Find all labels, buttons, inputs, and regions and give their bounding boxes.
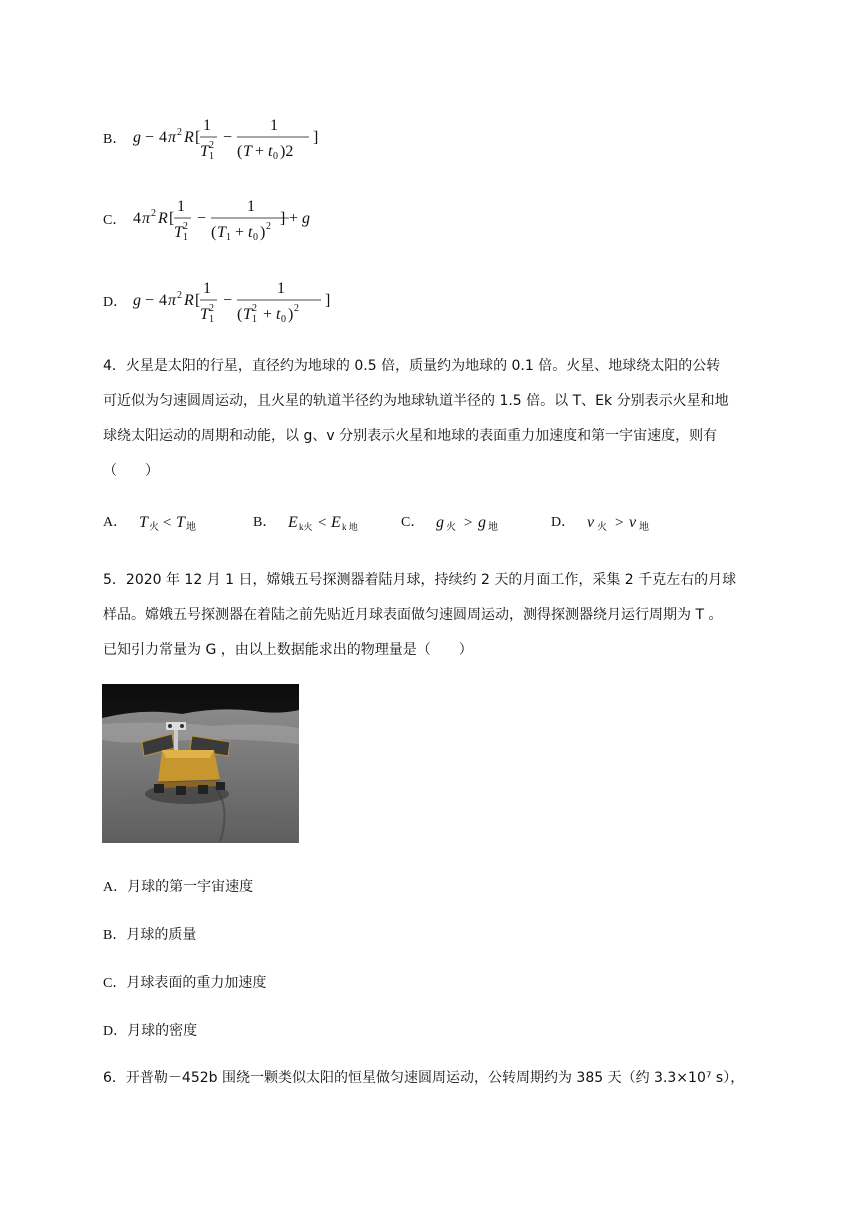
svg-text:k 地: k 地 [342,522,359,532]
svg-text:1: 1 [183,232,188,243]
svg-text:T: T [176,514,186,531]
q4-option-a[interactable] [103,507,209,535]
svg-text:v: v [587,514,595,531]
svg-text:1: 1 [270,117,278,134]
svg-text:1: 1 [209,151,214,162]
svg-text:2: 2 [151,208,156,219]
svg-text:R: R [158,210,168,227]
svg-text:t: t [268,143,273,160]
svg-text:g: g [133,129,141,146]
option-label: D． [103,295,128,310]
formula-d [129,275,339,327]
option-text: 月球表面的重力加速度 [126,975,267,991]
q4-line-1: 4．火星是太阳的行星，直径约为地球的 0.5 倍，质量约为地球的 0.1 倍。火星、地球绕太阳的公转 [103,358,721,374]
option-label: B． [103,928,127,943]
question-4 [103,349,763,489]
svg-text:[: [ [169,210,175,227]
svg-text:<: < [318,515,327,531]
svg-text:): ) [260,224,266,241]
svg-text:2: 2 [209,303,214,314]
svg-text:]: ] [313,129,319,146]
q4-line-2: 可近似为匀速圆周运动，且火星的轨道半径约为地球轨道半径的 1.5 倍。以 T、Ek 分别表示火星和地 [103,393,729,409]
q4-line-4: （ ） [103,463,159,479]
svg-text:]: ] [280,210,286,227]
svg-text:[: [ [195,292,201,309]
svg-text:>: > [464,515,473,531]
svg-text:>: > [615,515,624,531]
svg-text:0: 0 [273,151,278,162]
svg-text:火: 火 [149,522,160,533]
svg-text:2: 2 [252,303,257,314]
option-text: 月球的第一宇宙速度 [127,879,254,895]
svg-text:−: − [223,292,233,309]
option-label: B． [253,515,277,530]
svg-text:π: π [142,210,151,227]
option-label: D． [103,1024,128,1039]
svg-text:1: 1 [203,117,211,134]
svg-text:t: t [276,306,281,323]
svg-text:T: T [243,306,252,323]
svg-text:火: 火 [446,522,457,533]
svg-text:4: 4 [159,292,167,309]
svg-text:T: T [174,224,183,241]
svg-text:地: 地 [488,522,499,533]
svg-text:−: − [223,129,233,146]
svg-text:T: T [200,143,209,160]
svg-text:(: ( [211,224,217,241]
q4-formula-a [139,508,209,534]
q5-line-1: 5．2020 年 12 月 1 日，嫦娥五号探测器着陆月球，持续约 2 天的月面工作，采集 2 千克左右的月球 [103,572,737,588]
svg-text:4: 4 [133,210,141,227]
q4-options [103,507,763,535]
q4-formula-c [436,508,516,534]
svg-text:g: g [478,514,487,531]
option-label: A． [103,515,128,530]
q3-option-c[interactable] [103,193,329,245]
svg-text:地: 地 [639,522,650,533]
q3-option-d[interactable] [103,275,339,327]
svg-text:R: R [184,292,194,309]
svg-text:π: π [168,292,177,309]
lunar-rover-image [102,684,299,843]
svg-text:1: 1 [247,198,255,215]
svg-text:(: ( [237,306,243,323]
svg-text:2: 2 [294,303,299,314]
svg-text:−: − [197,210,207,227]
svg-text:T: T [139,514,149,531]
svg-text:E: E [288,514,299,531]
svg-text:T: T [200,306,209,323]
q4-formula-b [288,508,378,534]
q5-option-c[interactable] [103,972,266,992]
option-label: C． [103,213,127,228]
svg-text:+: + [255,143,265,160]
option-label: A． [103,880,128,895]
q5-option-a[interactable] [103,876,253,896]
q5-option-d[interactable] [103,1020,197,1040]
option-label: C． [401,515,425,530]
svg-text:+: + [263,306,273,323]
q4-option-d[interactable] [551,507,667,535]
svg-text:−: − [145,129,155,146]
svg-text:T: T [243,143,252,160]
svg-text:+: + [235,224,245,241]
svg-text:(: ( [237,143,243,160]
svg-text:1: 1 [277,280,285,297]
formula-b [129,112,329,164]
svg-text:0: 0 [281,314,286,325]
svg-text:g: g [133,292,141,309]
svg-text:2: 2 [209,140,214,151]
svg-text:1: 1 [226,232,231,243]
svg-text:R: R [184,129,194,146]
question-6 [103,1061,763,1096]
option-label: B． [103,132,127,147]
svg-text:1: 1 [252,314,257,325]
q6-line-1: 6．开普勒－452b 围绕一颗类似太阳的恒星做匀速圆周运动，公转周期约为 385 天（约 3.3×10⁷ s）， [103,1070,745,1086]
option-label: C． [103,976,127,991]
svg-text:4: 4 [159,129,167,146]
q4-option-b[interactable] [253,507,378,535]
svg-text:k火: k火 [299,522,313,532]
svg-text:火: 火 [597,522,608,533]
q5-option-b[interactable] [103,924,196,944]
svg-text:2: 2 [177,127,182,138]
svg-text:+: + [289,210,299,227]
svg-text:T: T [217,224,226,241]
svg-text:]: ] [325,292,331,309]
svg-text:[: [ [195,129,201,146]
svg-text:1: 1 [203,280,211,297]
option-text: 月球的质量 [126,927,197,943]
svg-text:−: − [145,292,155,309]
svg-text:0: 0 [253,232,258,243]
svg-text:2: 2 [183,221,188,232]
svg-text:): ) [288,306,294,323]
option-text: 月球的密度 [127,1023,198,1039]
formula-c [129,193,329,245]
q4-line-3: 球绕太阳运动的周期和动能，以 g、v 分别表示火星和地球的表面重力加速度和第一宇宙速度，则有 [103,428,718,444]
svg-text:t: t [248,224,253,241]
svg-text:v: v [629,514,637,531]
q5-line-2: 样品。嫦娥五号探测器在着陆之前先贴近月球表面做匀速圆周运动，测得探测器绕月运行周期为 T 。 [103,607,723,623]
svg-text:g: g [302,210,310,227]
svg-text:地: 地 [186,522,197,533]
svg-text:2: 2 [266,221,271,232]
svg-text:π: π [168,129,177,146]
svg-text:2: 2 [177,290,182,301]
svg-text:<: < [163,515,172,531]
option-label: D． [551,515,576,530]
svg-text:1: 1 [177,198,185,215]
question-5 [103,563,763,668]
q4-option-c[interactable] [401,507,516,535]
q4-formula-d [587,508,667,534]
q5-line-3: 已知引力常量为 G ，由以上数据能求出的物理量是（ ） [103,642,473,658]
svg-text:E: E [331,514,342,531]
svg-text:g: g [436,514,445,531]
svg-text:)2: )2 [280,143,294,160]
svg-text:1: 1 [209,314,214,325]
q3-option-b[interactable] [103,112,329,164]
